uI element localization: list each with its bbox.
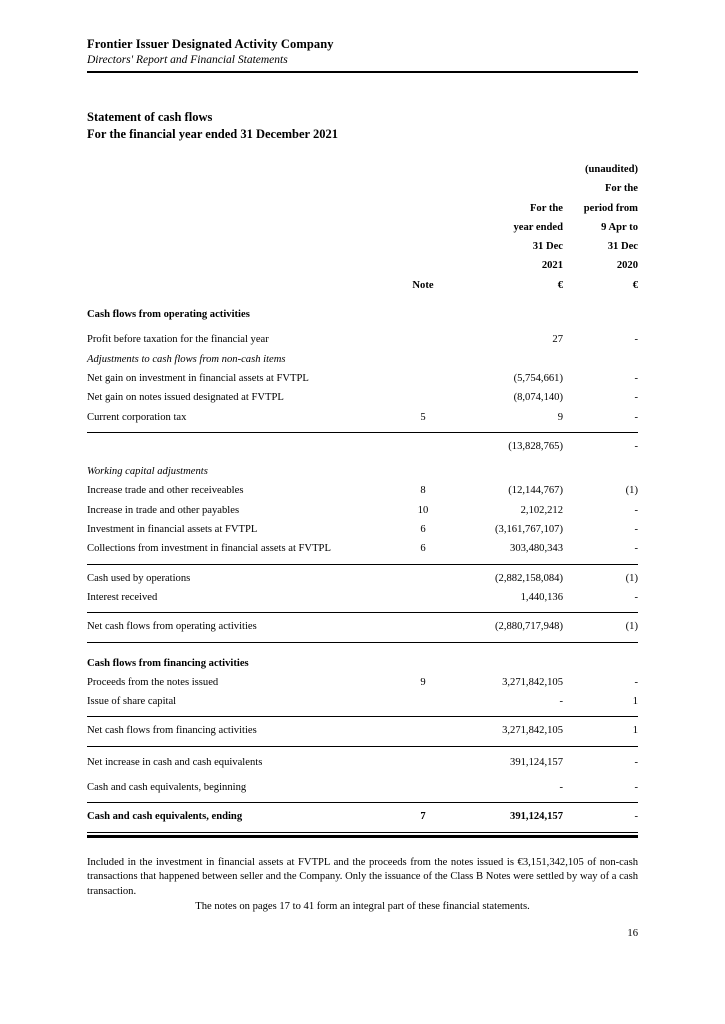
row-note: 5 — [420, 411, 426, 423]
row-current: 3,271,842,105 — [502, 676, 563, 688]
table-row — [87, 330, 638, 349]
row-label: Increase in trade and other payables — [87, 504, 240, 516]
row-note: 8 — [420, 485, 426, 497]
grand-total-row-cash-ending — [87, 807, 638, 826]
row-note — [393, 437, 453, 456]
cash-flow-table — [87, 160, 638, 838]
document-header — [87, 0, 638, 73]
header-divider — [87, 71, 638, 73]
footer-note: The notes on pages 17 to 41 form an integral part of these financial statements. — [195, 901, 530, 912]
table-row — [87, 481, 638, 500]
row-note — [393, 369, 453, 388]
header-note-label: Note — [412, 279, 434, 291]
table-row-net-increase — [87, 753, 638, 772]
row-previous: (1) — [625, 621, 638, 633]
row-label: Interest received — [87, 591, 158, 603]
table-row — [87, 369, 638, 388]
row-current: - — [559, 782, 563, 794]
footnote-paragraph: Included in the investment in financial assets at FVTPL and the proceeds from the notes issued is €3,151,342,105 of non-cash transactions that happened between seller and the Company. Only the issuance of the Class B Notes were settled by way of a cash transaction. — [87, 856, 638, 897]
row-previous: - — [634, 372, 638, 384]
row-label: Investment in financial assets at FVTPL — [87, 524, 258, 536]
row-current: (8,074,140) — [513, 392, 563, 404]
table-header-row — [87, 160, 638, 295]
row-label: Proceeds from the notes issued — [87, 676, 219, 688]
row-label: Current corporation tax — [87, 411, 187, 423]
spacer — [87, 643, 638, 654]
row-label: Cash and cash equivalents, ending — [87, 811, 243, 823]
page-footer — [87, 900, 638, 939]
total-row-net-cash-operating — [87, 617, 638, 636]
header-previous-l2: For the — [604, 183, 638, 195]
row-previous: - — [634, 543, 638, 555]
header-previous-l1: (unaudited) — [585, 164, 638, 175]
statement-title — [87, 109, 638, 143]
row-label: Profit before taxation for the financial year — [87, 334, 269, 346]
row-current: (12,144,767) — [508, 485, 563, 497]
row-label: Net increase in cash and cash equivalents — [87, 756, 263, 768]
row-previous: - — [634, 440, 638, 452]
row-note: 9 — [420, 676, 426, 688]
header-previous-period — [563, 160, 638, 295]
company-name: Frontier Issuer Designated Activity Company — [87, 37, 334, 51]
table-row — [87, 388, 638, 407]
row-note — [393, 569, 453, 588]
row-current: (3,161,767,107) — [495, 524, 563, 536]
row-current: (2,882,158,084) — [495, 572, 563, 584]
header-current-l4: 2021 — [541, 260, 563, 272]
section-heading-financing — [87, 654, 638, 673]
header-previous-l3: period from — [583, 202, 638, 214]
header-current-l2: year ended — [513, 221, 563, 233]
row-previous: - — [634, 524, 638, 536]
row-previous: - — [634, 676, 638, 688]
statement-title-line2: For the financial year ended 31 December 2021 — [87, 127, 339, 141]
header-current-l3: 31 Dec — [532, 241, 563, 253]
table-row — [87, 588, 638, 607]
table-row — [87, 501, 638, 520]
row-label: Net gain on notes issued designated at FVTPL — [87, 392, 284, 404]
spacer — [87, 295, 638, 305]
row-current: - — [559, 696, 563, 708]
row-current: 1,440,136 — [520, 591, 563, 603]
row-note — [393, 617, 453, 636]
row-previous: - — [634, 334, 638, 346]
row-label: Net cash flows from operating activities — [87, 621, 257, 633]
row-current: 303,480,343 — [510, 543, 563, 555]
row-previous: - — [634, 504, 638, 516]
row-label: Increase trade and other receiveables — [87, 485, 244, 497]
total-row-net-cash-financing — [87, 721, 638, 740]
table-row — [87, 520, 638, 539]
table-row — [87, 692, 638, 711]
row-previous: 1 — [632, 696, 638, 708]
row-label: Net gain on investment in financial assets at FVTPL — [87, 372, 309, 384]
row-current: 391,124,157 — [510, 756, 563, 768]
row-note — [393, 330, 453, 349]
row-note — [393, 588, 453, 607]
row-previous: - — [634, 811, 638, 823]
operating-heading-label: Cash flows from operating activities — [87, 309, 250, 321]
row-note — [393, 778, 453, 797]
row-label: Collections from investment in financial assets at FVTPL — [87, 543, 331, 555]
row-label — [87, 437, 393, 456]
subtotal-row-cash-used-operations — [87, 569, 638, 588]
subsection-heading-adjustments — [87, 350, 638, 369]
working-capital-heading-label: Working capital adjustments — [87, 466, 208, 478]
financing-heading-label: Cash flows from financing activities — [87, 657, 249, 669]
table-row — [87, 673, 638, 692]
header-current-currency: € — [557, 279, 563, 291]
row-current: 27 — [552, 334, 563, 346]
row-previous: 1 — [632, 725, 638, 737]
row-current: 2,102,212 — [520, 504, 563, 516]
header-previous-currency: € — [632, 279, 638, 291]
grand-total-double-rule — [87, 832, 638, 836]
row-previous: (1) — [625, 572, 638, 584]
row-note: 10 — [417, 504, 429, 516]
header-previous-l5: 31 Dec — [607, 241, 638, 253]
adjustments-heading-label: Adjustments to cash flows from non-cash items — [87, 353, 286, 365]
row-label: Issue of share capital — [87, 696, 177, 708]
document-subtitle: Directors' Report and Financial Statements — [87, 54, 288, 66]
table-row — [87, 539, 638, 558]
row-label: Net cash flows from financing activities — [87, 725, 257, 737]
table-row — [87, 408, 638, 427]
row-note: 6 — [420, 543, 426, 555]
row-current: 3,271,842,105 — [502, 725, 563, 737]
header-previous-l4: 9 Apr to — [601, 221, 638, 233]
row-current: (5,754,661) — [513, 372, 563, 384]
statement-title-line1: Statement of cash flows — [87, 110, 213, 124]
row-current: 391,124,157 — [510, 811, 563, 823]
row-label: Cash and cash equivalents, beginning — [87, 782, 247, 794]
row-note — [393, 721, 453, 740]
row-previous: - — [634, 392, 638, 404]
row-previous: - — [634, 411, 638, 423]
subtotal-row-adjustments — [87, 437, 638, 456]
row-note — [393, 388, 453, 407]
row-previous: (1) — [625, 485, 638, 497]
row-note — [393, 692, 453, 711]
row-note — [393, 753, 453, 772]
row-previous: - — [634, 756, 638, 768]
header-current-period — [453, 160, 563, 295]
row-note: 6 — [420, 524, 426, 536]
header-note — [393, 160, 453, 295]
row-note: 7 — [420, 811, 426, 823]
header-current-l1: For the — [529, 202, 563, 214]
page-content — [87, 0, 638, 1024]
row-label: Cash used by operations — [87, 572, 191, 584]
row-current: (13,828,765) — [508, 440, 563, 452]
subsection-heading-working-capital — [87, 462, 638, 481]
header-blank — [87, 160, 393, 295]
row-current: (2,880,717,948) — [495, 621, 563, 633]
section-heading-operating — [87, 305, 638, 324]
table-row-cash-beginning — [87, 778, 638, 797]
row-previous: - — [634, 591, 638, 603]
row-current: 9 — [557, 411, 563, 423]
row-previous: - — [634, 782, 638, 794]
page-number: 16 — [627, 928, 638, 939]
header-previous-l6: 2020 — [616, 260, 638, 272]
